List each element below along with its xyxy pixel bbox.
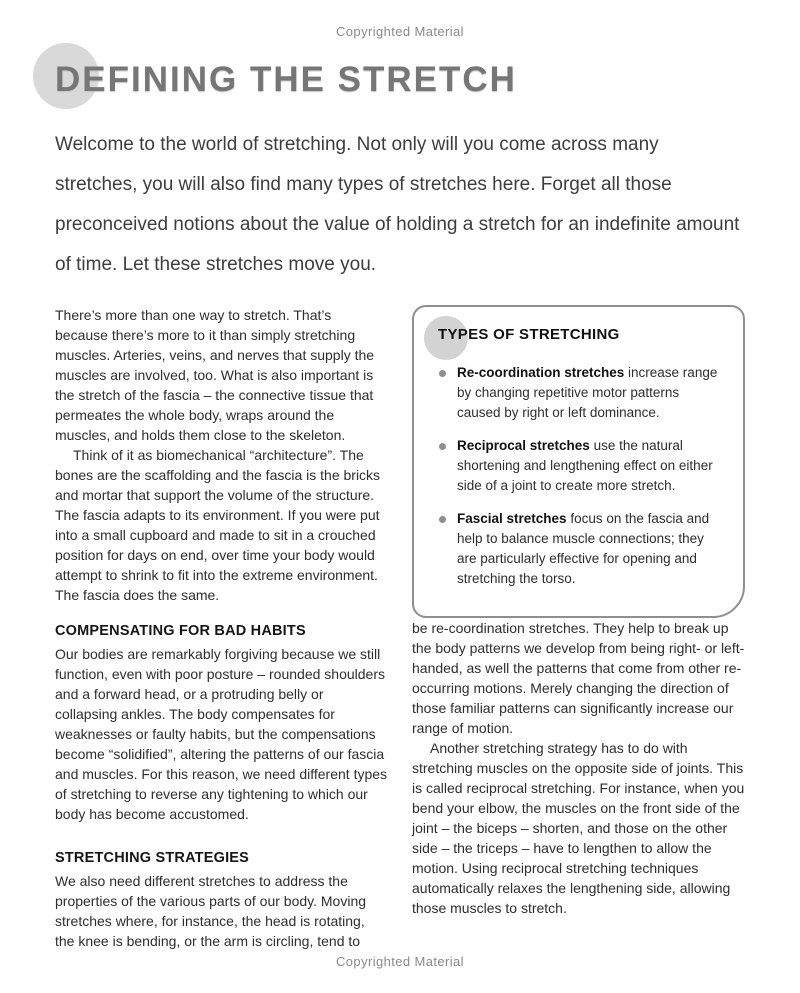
list-item [438,436,723,496]
bullet-description: focus on the fascia and help to balance muscle connections; they are particularly effective for opening and stretching the torso. [457,511,710,586]
chapter-header [55,55,745,111]
bullet-description: use the natural shortening and lengthening effect on either side of a joint to create more stretch. [457,438,713,493]
types-of-stretching-box [412,305,745,618]
page-title: DEFINING THE STRETCH [55,60,517,99]
left-column [55,305,388,951]
right-paragraph-2: Another stretching strategy has to do with stretching muscles on the opposite side of joints. This is called reciprocal stretching. For instance, when you bend your elbow, the muscles on the front side of the joint – the biceps – shorten, and those on the other side – the triceps – have to lengthen to allow the motion. Using reciprocal stretching techniques automatically relaxes the lengthening side, allowing those muscles to stretch. [412,740,745,916]
heading-compensating-for-bad-habits: COMPENSATING FOR BAD HABITS [55,623,306,639]
intro-paragraph: Welcome to the world of stretching. Not only will you come across many stretches, you will also find many types of stretches here. Forget all those preconceived notions about the value of holding a stretch for an indefinite amount of time. Let these stretches move you. [55,134,740,275]
bullet-dot-icon [439,370,446,377]
right-paragraph-1: be re-coordination stretches. They help to break up the body patterns we develop from being right- or left-handed, as well the patterns that come from other re-occurring motions. Merely changing the direction of those familiar patterns can significantly increase our range of motion. [412,620,745,736]
heading-stretching-strategies: STRETCHING STRATEGIES [55,850,250,866]
bullet-dot-icon [439,516,446,523]
box-title: TYPES OF STRETCHING [438,326,620,343]
bullet-term: Fascial stretches [457,511,567,526]
left-paragraph-4: We also need different stretches to address the properties of the various parts of our body. Moving stretches where, for instance, the head is rotating, the knee is bending, or the arm is circling, tend to [55,873,367,949]
copyright-notice-top: Copyrighted Material [336,24,464,39]
bullet-term: Re-coordination stretches [457,365,625,380]
bullet-description: increase range by changing repetitive motor patterns caused by right or left dominance. [457,365,718,420]
two-column-body [55,305,745,951]
left-paragraph-2: Think of it as biomechanical “architecture”. The bones are the scaffolding and the fascia is the bricks and mortar that support the volume of the structure. The fascia adapts to its environment. If you were put into a small cupboard and made to sit in a crouched position for days on end, over time your body would attempt to shrink to fit into the extreme environment. The fascia does the same. [55,447,381,603]
right-column [412,305,745,951]
left-paragraph-3: Our bodies are remarkably forgiving because we still function, even with poor posture – rounded shoulders and a forward head, or a protruding belly or collapsing ankles. The body compensates for weaknesses or faulty habits, but the compensations become “solidified”, altering the patterns of our fascia and muscles. For this reason, we need different types of stretching to reverse any tightening to which our body has become accustomed. [55,646,388,822]
list-item [438,509,723,589]
left-paragraph-1: There’s more than one way to stretch. That’s because there’s more to it than simply stretching muscles. Arteries, veins, and nerves that supply the muscles are involved, too. What is also important is the stretch of the fascia – the connective tissue that permeates the whole body, wraps around the muscles, and holds them close to the skeleton. [55,307,375,443]
copyright-notice-bottom: Copyrighted Material [336,954,464,969]
bullet-term: Reciprocal stretches [457,438,590,453]
list-item [438,363,723,423]
bullet-dot-icon [439,443,446,450]
stretch-types-list [438,363,723,589]
